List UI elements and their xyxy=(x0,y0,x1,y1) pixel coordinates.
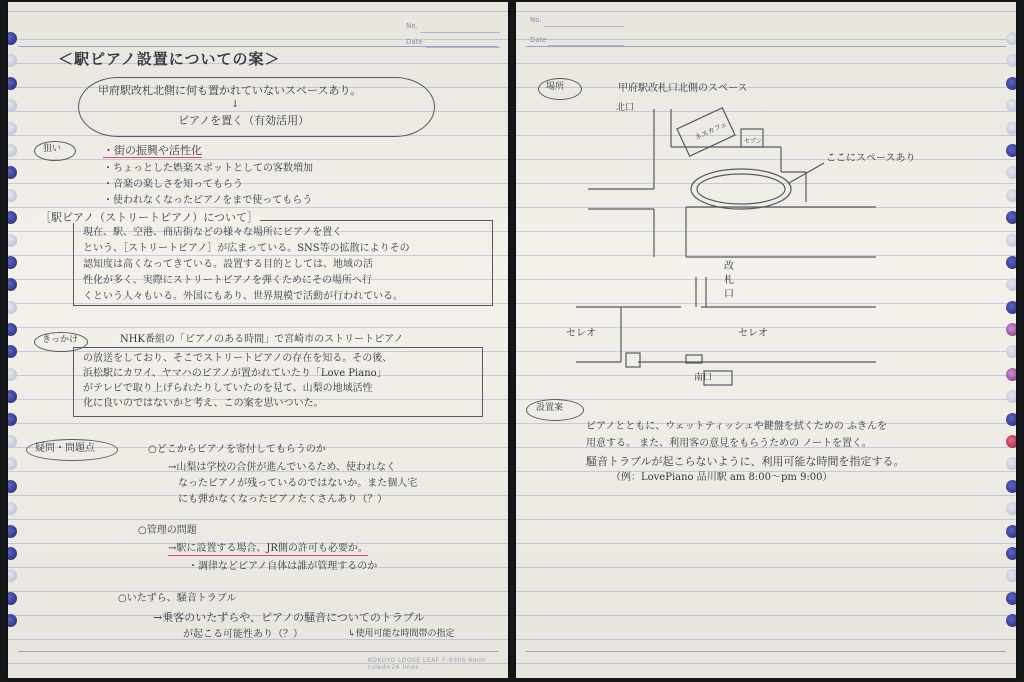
station-map-sketch xyxy=(576,97,876,397)
map-celeo-right: セレオ xyxy=(738,328,768,339)
plan-line-3: 騒音トラブルが起こらないように、利用可能な時間を指定する。 xyxy=(586,455,905,468)
map-shop-1: ネスカフェ xyxy=(693,120,729,142)
place-tag: 場所 xyxy=(546,82,565,92)
notebook-page-right xyxy=(516,2,1016,678)
date-label-right: Date xyxy=(530,36,547,44)
trigger-tag: きっかけ xyxy=(42,335,79,345)
issue-3-note: ↳使用可能な時間帯の指定 xyxy=(348,629,455,639)
map-gate: 改札口 xyxy=(724,261,734,300)
issue-3-line-2: が起こる可能性あり（？） xyxy=(183,629,303,640)
no-label: No. xyxy=(406,22,418,30)
page-title: ＜駅ピアノ設置についての案＞ xyxy=(58,50,281,68)
map-south-exit: 南口 xyxy=(694,373,713,383)
about-line-5: くという人々もいる。外国にもあり、世界規模で活動が行われている。 xyxy=(83,291,403,302)
map-shop-2: セブン xyxy=(744,138,762,145)
plan-line-2: 用意する。 また、利用客の意見をもらうための ノートを置く。 xyxy=(586,438,872,449)
trigger-line-2: の放送をしており、そこでストリートピアノの存在を知る。その後、 xyxy=(83,353,393,364)
map-space-note: ここにスペースあり xyxy=(826,153,916,164)
premise-line-1: 甲府駅改札北側に何も置かれていないスペースあり。 xyxy=(98,84,362,97)
about-line-3: 認知度は高くなってきている。設置する目的としては、地域の活 xyxy=(83,259,373,270)
trigger-line-1: NHK番組の「ピアノのある時間」で宮崎市のストリートピアノ xyxy=(120,334,404,345)
about-heading: ［駅ピアノ（ストリートピアノ）について］ xyxy=(40,211,259,224)
trigger-line-5: 化に良いのではないかと考え、この案を思いついた。 xyxy=(83,398,324,409)
date-label: Date xyxy=(406,38,423,46)
no-label-right: No. xyxy=(530,16,542,24)
issue-2-question: ○管理の問題 xyxy=(138,525,197,536)
issue-2-line-2: ・調律などピアノ自体は誰が管理するのか xyxy=(188,561,378,572)
place-title: 甲府駅改札口北側のスペース xyxy=(618,83,748,94)
brand-label: KOKUYO LOOSE LEAF F-930S 6mm ruled×26 lines xyxy=(368,657,486,671)
aim-point-2: ・ちょっとした娯楽スポットとしての客数増加 xyxy=(103,163,313,174)
issue-3-line-1: →乗客のいたずらや、ピアノの騒音についてのトラブル xyxy=(153,611,425,624)
aim-point-1: ・街の振興や活性化 xyxy=(103,144,202,157)
plan-tag: 設置案 xyxy=(536,403,564,413)
trigger-line-4: がテレビで取り上げられたりしていたのを見て、山梨の地域活性 xyxy=(83,383,373,394)
notebook-page-left xyxy=(8,2,508,678)
issue-1-line-3: にも弾かなくなったピアノたくさんあり（？） xyxy=(178,494,388,505)
binder-holes-right xyxy=(1006,32,1016,637)
about-line-2: という、［ストリートピアノ］が広まっている。SNS等の拡散によりその xyxy=(83,243,410,254)
issue-1-question: ○どこからピアノを寄付してもらうのか xyxy=(148,444,326,455)
issue-1-line-2: なったピアノが残っているのではないか。また個人宅 xyxy=(178,478,418,489)
aim-tag: 狙い xyxy=(43,144,62,154)
issue-1-line-1: →山梨は学校の合併が進んでいるため、使われなく xyxy=(168,462,396,473)
issues-tag: 疑問・問題点 xyxy=(35,443,95,454)
plan-line-1: ピアノとともに、ウェットティッシュや鍵盤を拭くための ふきんを xyxy=(586,421,887,432)
premise-arrow: ↓ xyxy=(231,99,240,110)
issue-3-question: ○いたずら、騒音トラブル xyxy=(118,593,237,604)
map-celeo-left: セレオ xyxy=(566,328,596,339)
premise-line-2: ピアノを置く（有効活用） xyxy=(178,114,310,127)
about-line-4: 性化が多く、実際にストリートピアノを弾くためにその場所へ行 xyxy=(83,275,372,286)
plan-line-4: （例：LovePiano 品川駅 am 8:00〜pm 9:00） xyxy=(611,472,833,483)
about-line-1: 現在、駅、空港、商店街などの様々な場所にピアノを置く xyxy=(83,227,343,238)
binder-holes-left xyxy=(8,32,18,637)
map-north-exit: 北口 xyxy=(616,103,635,113)
trigger-line-3: 浜松駅にカワイ、ヤマハのピアノが置かれていたり「Love Piano」 xyxy=(83,368,387,379)
aim-point-4: ・使われなくなったピアノをまで使ってもらう xyxy=(103,195,313,206)
aim-point-3: ・音楽の楽しさを知ってもらう xyxy=(103,179,243,190)
issue-2-line-1: →駅に設置する場合、JR側の許可も必要か。 xyxy=(168,543,368,554)
